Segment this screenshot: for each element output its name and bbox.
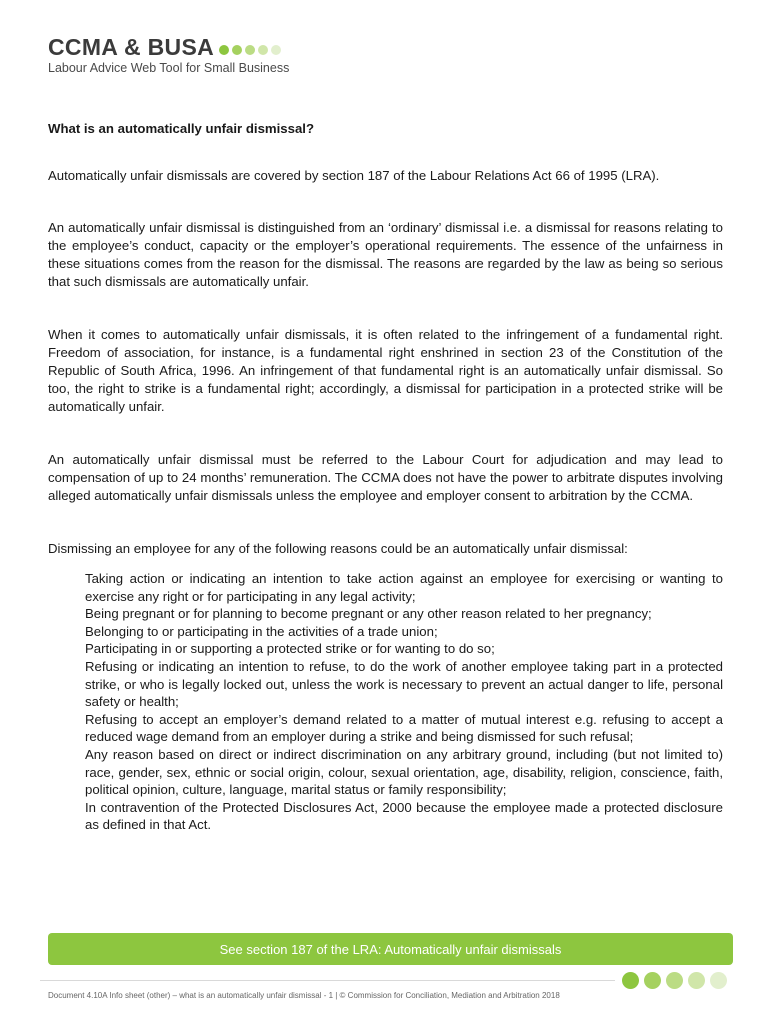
document-body [48, 120, 723, 834]
footer-dot [710, 972, 727, 989]
footer-dot [622, 972, 639, 989]
paragraph-distinction: An automatically unfair dismissal is distinguished from an ‘ordinary’ dismissal i.e. a dismissal for reasons relating to the employee’s conduct, capacity or the employer’s operational requirements. The essence of the unfairness in these situations comes from the reason for the dismissal. The reasons are regarded by the law as being so serious that such dismissals are automatically unfair. [48, 220, 723, 289]
footer-divider [40, 980, 615, 981]
footer-text: Document 4.10A Info sheet (other) – what is an automatically unfair dismissal - 1 | © Commission for Conciliation, Mediation and Arbitration 2018 [48, 991, 560, 1000]
brand-logo [48, 34, 289, 60]
reasons-list [48, 570, 723, 834]
footer-dots-icon [622, 972, 732, 989]
list-item: Participating in or supporting a protected strike or for wanting to do so; [85, 641, 495, 657]
brand-dot [245, 45, 255, 55]
brand-tagline: Labour Advice Web Tool for Small Business [48, 61, 290, 75]
intro-paragraph: Automatically unfair dismissals are covered by section 187 of the Labour Relations Act 66 of 1995 (LRA). [48, 168, 660, 183]
footer-dot [644, 972, 661, 989]
footer-dot [688, 972, 705, 989]
document-header [48, 34, 289, 75]
brand-dot [232, 45, 242, 55]
brand-dot [258, 45, 268, 55]
list-item: Any reason based on direct or indirect discrimination on any arbitrary ground, including (but not limited to) race, gender, sex, ethnic or social origin, colour, sexual orientation, age, disability, religion, conscience, faith, political opinion, culture, language, marital status or family responsibility; [85, 746, 723, 798]
list-item: In contravention of the Protected Disclosures Act, 2000 because the employee made a protected disclosure as defined in that Act. [85, 799, 723, 833]
section-187-link-banner[interactable]: See section 187 of the LRA: Automatically unfair dismissals [48, 933, 733, 965]
list-item: Taking action or indicating an intention to take action against an employee for exercising or wanting to exercise any right or for participating in any legal activity; [85, 571, 723, 604]
paragraph-fundamental-rights: When it comes to automatically unfair dismissals, it is often related to the infringement of a fundamental right. Freedom of association, for instance, is a fundamental right enshrined in section 23 of the Constitution of the Republic of South Africa, 1996. An infringement of that fundamental right is an automatically unfair dismissal. So too, the right to strike is a fundamental right; accordingly, a dismissal for participation in a protected strike will be automatically unfair. [48, 327, 723, 414]
list-lead: Dismissing an employee for any of the following reasons could be an automatically unfair dismissal: [48, 541, 628, 556]
page-title: What is an automatically unfair dismissal? [48, 121, 315, 136]
list-item: Being pregnant or for planning to become pregnant or any other reason related to her pregnancy; [85, 606, 652, 622]
brand-dot [219, 45, 229, 55]
list-item: Belonging to or participating in the activities of a trade union; [85, 623, 438, 639]
brand-dots-icon [219, 45, 284, 55]
footer-dot [666, 972, 683, 989]
list-item: Refusing to accept an employer’s demand related to a matter of mutual interest e.g. refusing to accept a reduced wage demand from an employer during a strike and being dismissed for such refusal; [85, 711, 723, 745]
brand-dot [271, 45, 281, 55]
brand-name: CCMA & BUSA [48, 34, 214, 60]
paragraph-labour-court: An automatically unfair dismissal must be referred to the Labour Court for adjudication and may lead to compensation of up to 24 months’ remuneration. The CCMA does not have the power to arbitrate disputes involving alleged automatically unfair dismissals unless the employee and employer consent to arbitration by the CCMA. [48, 452, 723, 503]
list-item: Refusing or indicating an intention to refuse, to do the work of another employee taking part in a protected strike, or who is legally locked out, unless the work is necessary to prevent an actual danger to life, personal safety or health; [85, 658, 723, 710]
